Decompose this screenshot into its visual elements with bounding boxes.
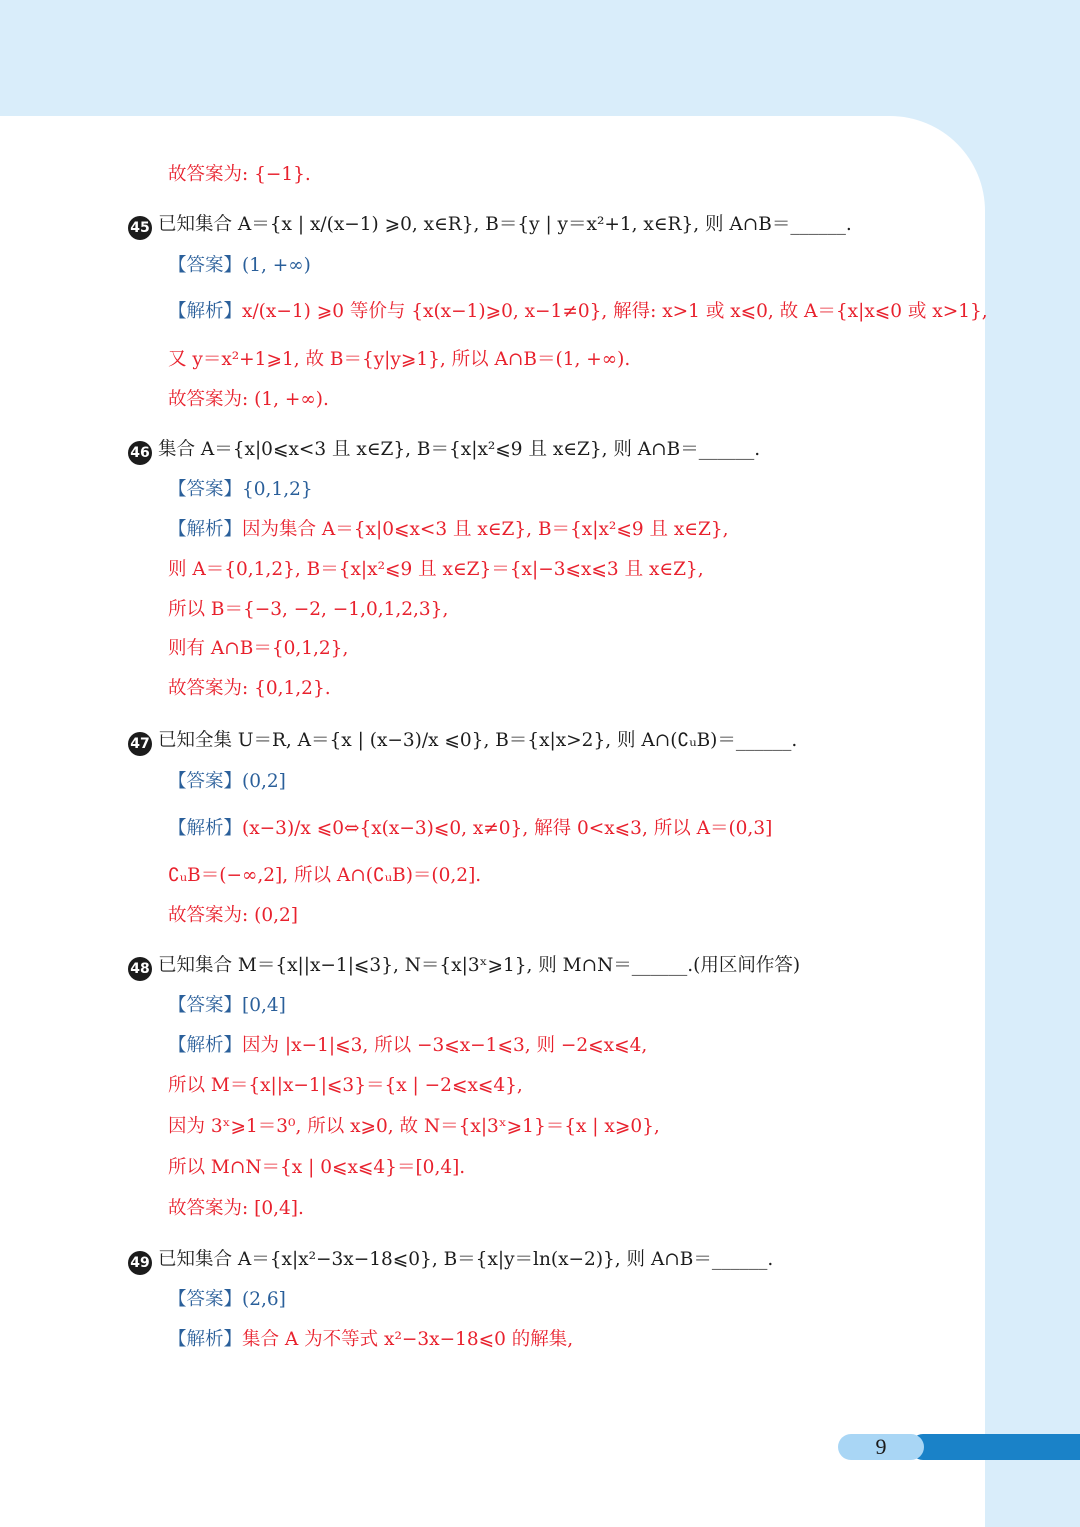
line-text: 故答案为: {−1}. bbox=[168, 164, 311, 185]
section-tag: 【解析】 bbox=[168, 301, 243, 322]
question-number-badge: 46 bbox=[128, 441, 152, 465]
question-line bbox=[128, 728, 797, 756]
section-tag: 【答案】 bbox=[168, 479, 243, 500]
section-tag: 【答案】 bbox=[168, 1289, 243, 1310]
line-text: 故答案为: [0,4]. bbox=[168, 1198, 304, 1219]
section-tag: 【解析】 bbox=[168, 519, 243, 540]
text-line bbox=[168, 993, 286, 1019]
text-line bbox=[168, 1327, 573, 1353]
question-number-badge: 49 bbox=[128, 1251, 152, 1275]
line-text: 因为 |x−1|⩽3, 所以 −3⩽x−1⩽3, 则 −2⩽x⩽4, bbox=[242, 1035, 648, 1056]
line-text: 因为 3ˣ⩾1＝3⁰, 所以 x⩾0, 故 N＝{x|3ˣ⩾1}＝{x | x⩾0}, bbox=[168, 1116, 660, 1137]
line-text: 集合 A 为不等式 x²−3x−18⩽0 的解集, bbox=[242, 1329, 574, 1350]
text-line bbox=[168, 636, 348, 662]
line-text: 故答案为: (0,2] bbox=[168, 905, 298, 926]
text-line bbox=[168, 1155, 465, 1181]
text-line bbox=[168, 557, 704, 583]
line-text: 则有 A∩B＝{0,1,2}, bbox=[168, 638, 349, 659]
line-text: 已知集合 M＝{x||x−1|⩽3}, N＝{x|3ˣ⩾1}, 则 M∩N＝______.(用区间作答) bbox=[158, 955, 801, 976]
line-text: x/(x−1) ⩾0 等价与 {x(x−1)⩾0, x−1≠0}, 解得: x>1 或 x⩽0, 故 A＝{x|x⩽0 或 x>1}, bbox=[242, 301, 988, 322]
line-text: 所以 M＝{x||x−1|⩽3}＝{x | −2⩽x⩽4}, bbox=[168, 1075, 523, 1096]
page-number: 9 bbox=[875, 1434, 887, 1459]
question-line bbox=[128, 953, 800, 981]
line-text: 故答案为: (1, +∞). bbox=[168, 389, 329, 410]
text-line bbox=[168, 1033, 647, 1059]
line-text: 则 A＝{0,1,2}, B＝{x|x²⩽9 且 x∈Z}＝{x|−3⩽x⩽3 且 x∈Z}, bbox=[168, 559, 704, 580]
line-text: 已知集合 A＝{x | x/(x−1) ⩾0, x∈R}, B＝{y | y＝x²+1, x∈R}, 则 A∩B＝______. bbox=[158, 214, 852, 235]
text-line bbox=[168, 1073, 523, 1099]
line-text: 已知集合 A＝{x|x²−3x−18⩽0}, B＝{x|y＝ln(x−2)}, 则 A∩B＝______. bbox=[158, 1249, 774, 1270]
line-text: ∁ᵤB＝(−∞,2], 所以 A∩(∁ᵤB)＝(0,2]. bbox=[168, 865, 482, 886]
text-line bbox=[168, 347, 630, 373]
line-text: (1, +∞) bbox=[242, 255, 311, 276]
line-text: [0,4] bbox=[242, 995, 286, 1016]
line-text: (0,2] bbox=[242, 771, 286, 792]
text-line bbox=[168, 477, 313, 503]
text-line bbox=[168, 253, 311, 279]
line-text: {0,1,2} bbox=[242, 479, 313, 500]
text-line bbox=[168, 517, 729, 543]
section-tag: 【解析】 bbox=[168, 1329, 243, 1350]
line-text: 已知全集 U＝R, A＝{x | (x−3)/x ⩽0}, B＝{x|x>2}, 则 A∩(∁ᵤB)＝______. bbox=[158, 730, 798, 751]
section-tag: 【答案】 bbox=[168, 255, 243, 276]
text-line bbox=[168, 162, 311, 188]
page-number-bar bbox=[910, 1434, 1080, 1460]
line-text: 所以 M∩N＝{x | 0⩽x⩽4}＝[0,4]. bbox=[168, 1157, 466, 1178]
line-text: (x−3)/x ⩽0⇔{x(x−3)⩽0, x≠0}, 解得 0<x⩽3, 所以 A＝(0,3] bbox=[242, 818, 773, 839]
text-line bbox=[168, 299, 988, 325]
text-line bbox=[168, 1196, 304, 1222]
section-tag: 【解析】 bbox=[168, 818, 243, 839]
text-line bbox=[168, 769, 286, 795]
line-text: 集合 A＝{x|0⩽x<3 且 x∈Z}, B＝{x|x²⩽9 且 x∈Z}, 则 A∩B＝______. bbox=[158, 439, 761, 460]
text-line bbox=[168, 863, 481, 889]
text-line bbox=[168, 903, 298, 929]
section-tag: 【答案】 bbox=[168, 995, 243, 1016]
question-number-badge: 47 bbox=[128, 732, 152, 756]
line-text: 故答案为: {0,1,2}. bbox=[168, 678, 331, 699]
text-line bbox=[168, 597, 448, 623]
text-line bbox=[168, 1114, 660, 1140]
line-text: (2,6] bbox=[242, 1289, 286, 1310]
section-tag: 【解析】 bbox=[168, 1035, 243, 1056]
question-number-badge: 45 bbox=[128, 216, 152, 240]
line-text: 又 y＝x²+1⩾1, 故 B＝{y|y⩾1}, 所以 A∩B＝(1, +∞). bbox=[168, 349, 631, 370]
section-tag: 【答案】 bbox=[168, 771, 243, 792]
text-line bbox=[168, 387, 329, 413]
line-text: 因为集合 A＝{x|0⩽x<3 且 x∈Z}, B＝{x|x²⩽9 且 x∈Z}, bbox=[242, 519, 729, 540]
question-line bbox=[128, 1247, 773, 1275]
question-line bbox=[128, 437, 760, 465]
question-number-badge: 48 bbox=[128, 957, 152, 981]
text-line bbox=[168, 1287, 286, 1313]
text-line bbox=[168, 816, 772, 842]
question-line bbox=[128, 212, 852, 240]
text-line bbox=[168, 676, 331, 702]
line-text: 所以 B＝{−3, −2, −1,0,1,2,3}, bbox=[168, 599, 449, 620]
